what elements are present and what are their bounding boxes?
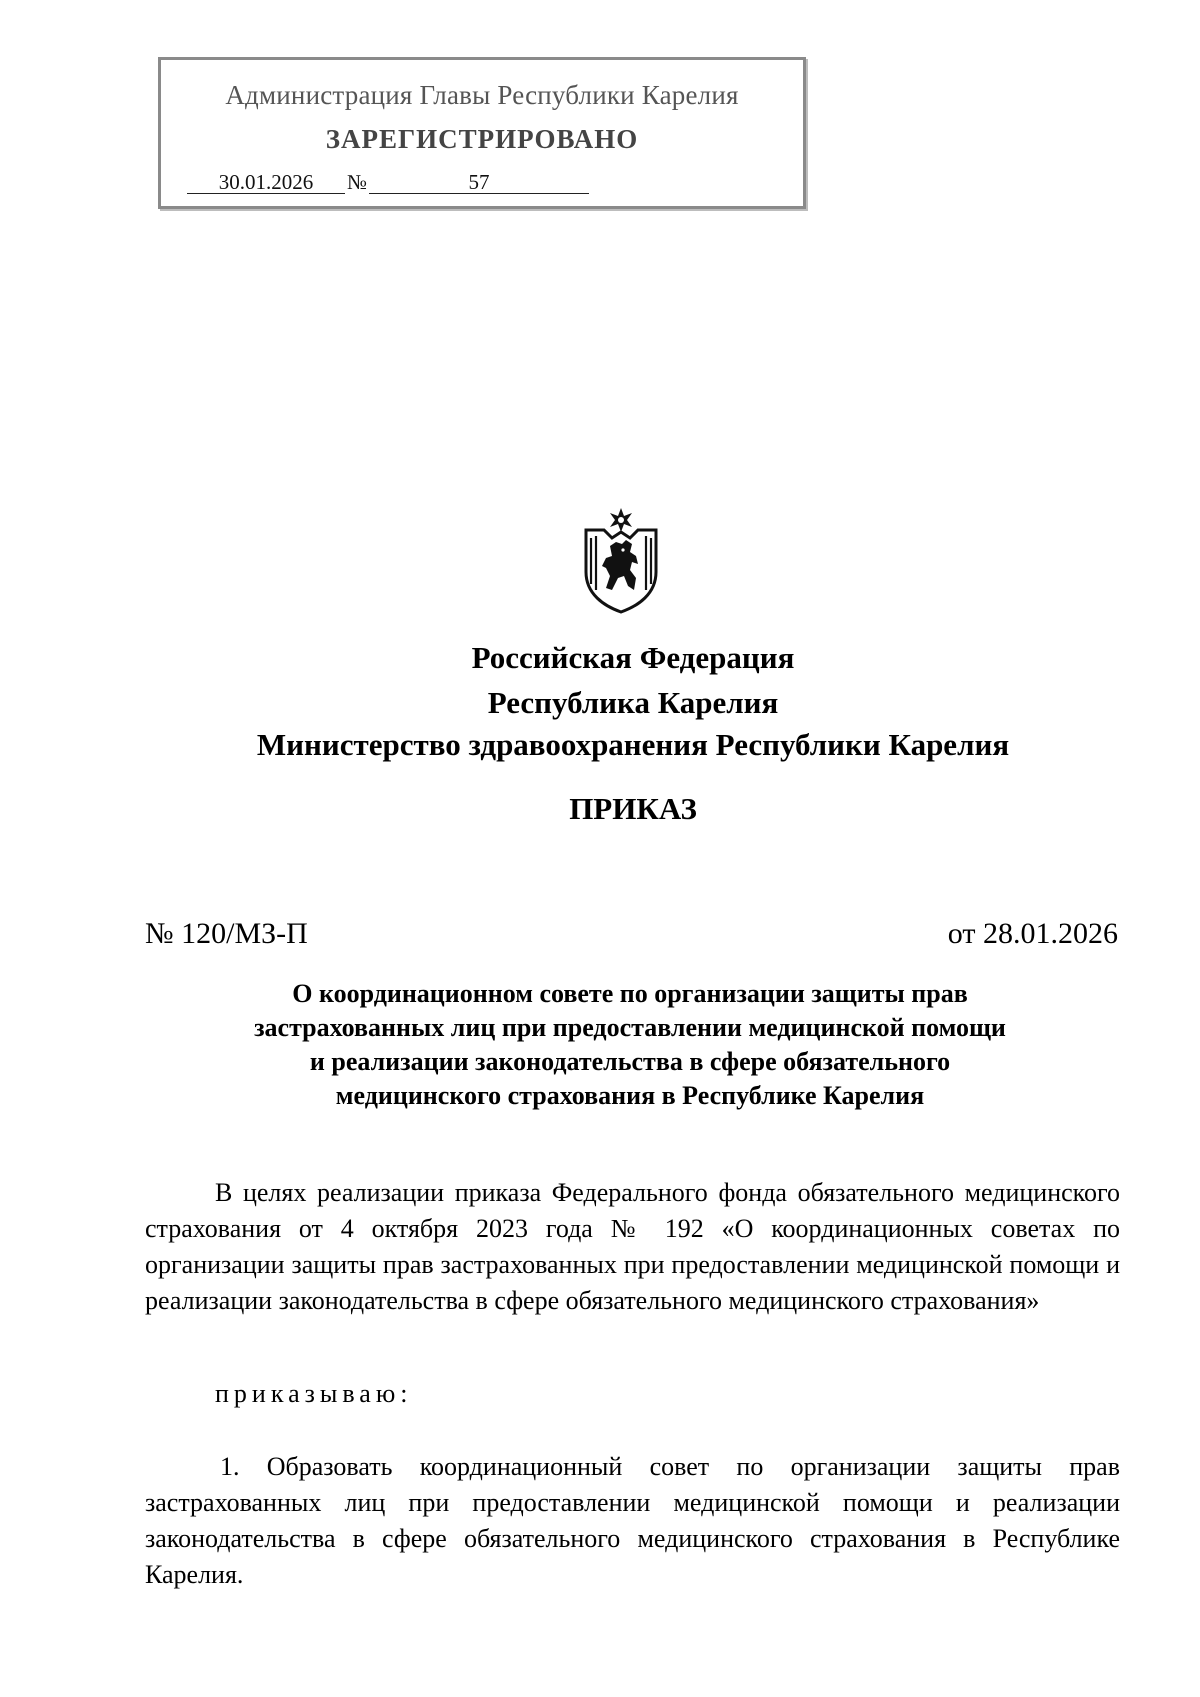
order-word: приказываю: (215, 1379, 413, 1408)
emblem-star (610, 508, 632, 532)
document-title (180, 977, 1080, 1113)
header-republic: Республика Карелия (487, 685, 779, 720)
stamp-organization: Администрация Главы Республики Карелия (225, 80, 739, 110)
header-country: Российская Федерация (471, 640, 795, 675)
stamp-date: 30.01.2026 (187, 171, 345, 194)
stamp-status: ЗАРЕГИСТРИРОВАНО (325, 124, 639, 154)
title-line: О координационном совете по организации защиты прав (292, 979, 968, 1008)
document-number: № 120/МЗ-П (145, 917, 308, 950)
header-ministry: Министерство здравоохранения Республики Карелия (256, 727, 1010, 762)
preamble-paragraph: В целях реализации приказа Федерального фонда обязательного медицинского страхования от 4 октября 2023 года № 192 «О координационных советах по организации защиты прав застрахованных при предоставлении медицинской помощи и реализации законодательства в сфере обязательного медицинского страхования» (145, 1178, 1120, 1315)
title-line: медицинского страхования в Республике Карелия (335, 1081, 925, 1110)
title-line: и реализации законодательства в сфере обязательного (309, 1047, 951, 1076)
stamp-number-sign: № (347, 170, 368, 194)
document-type: ПРИКАЗ (569, 791, 697, 826)
registration-stamp (158, 57, 806, 209)
order-item-1: 1. Образовать координационный совет по организации защиты прав застрахованных лиц при предоставлении медицинской помощи и реализации законодательства в сфере обязательного медицинского страхования в Республике Карелия. (145, 1452, 1120, 1589)
title-line: застрахованных лиц при предоставлении медицинской помощи (254, 1013, 1006, 1042)
stamp-registration-row (187, 170, 589, 195)
document-date: от 28.01.2026 (947, 917, 1118, 950)
stamp-number: 57 (369, 171, 589, 194)
karelia-coat-of-arms-icon (578, 506, 664, 616)
